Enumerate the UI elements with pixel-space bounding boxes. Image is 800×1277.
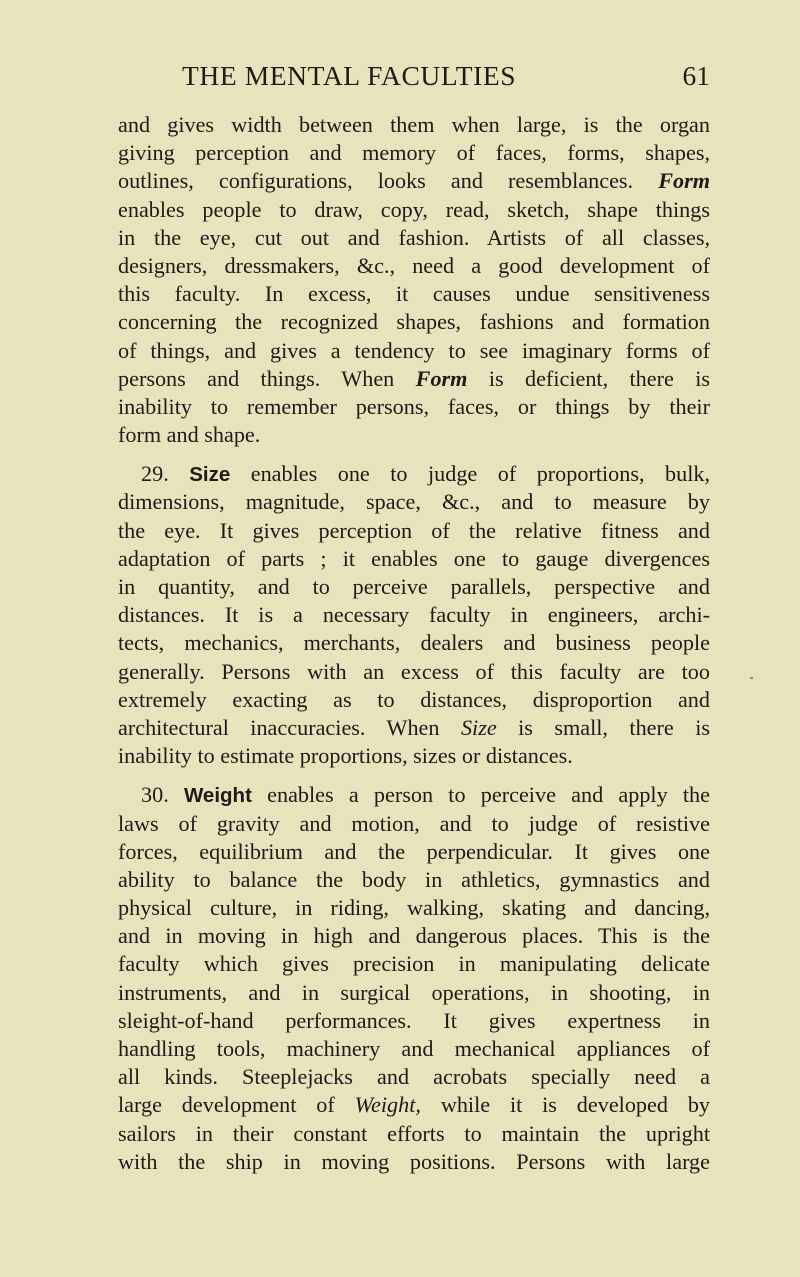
text-line: and gives width between them when large, is the organ (118, 112, 710, 137)
text-line: and in moving in high and dangerous places. This is the (118, 923, 710, 949)
text-line: adaptation of parts ; it enables one to gauge divergences (118, 545, 710, 571)
text-line: ability to balance the body in athletics, gymnastics and (118, 866, 710, 892)
margin-speck (750, 677, 753, 679)
paragraph-size (118, 460, 710, 770)
text-line: 29. Size enables one to judge of proportions, bulk, (141, 461, 711, 487)
text-line: in the eye, cut out and fashion. Artists of all classes, (118, 224, 710, 250)
text-line: inability to estimate proportions, sizes or distances. (118, 743, 573, 769)
faculty-heading-size: Size (189, 463, 231, 487)
faculty-heading-weight: Weight (183, 784, 252, 808)
paragraph-weight (118, 781, 710, 1176)
text-line: outlines, configurations, looks and resemblances. Form (118, 168, 711, 194)
text-line: architectural inaccuracies. When Size is small, there is (118, 714, 710, 740)
text-line: laws of gravity and motion, and to judge of resistive (118, 810, 710, 836)
text-line: 30. Weight enables a person to perceive and apply the (141, 782, 710, 808)
text-line: giving perception and memory of faces, forms, shapes, (118, 140, 710, 166)
text-line: dimensions, magnitude, space, &c., and to measure by (118, 489, 710, 515)
text-line: handling tools, machinery and mechanical appliances of (118, 1036, 710, 1061)
text-line: generally. Persons with an excess of this faculty are too (118, 658, 710, 684)
text-line: in quantity, and to perceive parallels, perspective and (118, 574, 710, 599)
paragraph-gap (118, 449, 710, 460)
text-line: enables people to draw, copy, read, sketch, shape things (118, 196, 710, 222)
text-line: faculty which gives precision in manipulating delicate (118, 951, 710, 977)
text-line: this faculty. In excess, it causes undue sensitiveness (118, 281, 710, 307)
text-line: tects, mechanics, merchants, dealers and business people (118, 630, 710, 656)
text-line: extremely exacting as to distances, disproportion and (118, 686, 710, 712)
text-line: sailors in their constant efforts to maintain the upright (118, 1120, 710, 1146)
page-number: 61 (682, 60, 710, 91)
text-line: inability to remember persons, faces, or things by their (118, 393, 710, 419)
text-line: concerning the recognized shapes, fashions and formation (118, 309, 710, 335)
running-title: THE MENTAL FACULTIES (182, 60, 517, 91)
text-line: the eye. It gives perception of the relative fitness and (118, 517, 710, 543)
text-line: sleight-of-hand performances. It gives expertness in (118, 1007, 710, 1033)
text-line: designers, dressmakers, &c., need a good development of (118, 252, 710, 278)
text-line: instruments, and in surgical operations, in shooting, in (118, 979, 710, 1005)
paragraph-form-continued (118, 111, 710, 449)
text-line: persons and things. When Form is deficient, there is (118, 365, 711, 391)
text-line: with the ship in moving positions. Persons with large (118, 1148, 710, 1174)
text-line: distances. It is a necessary faculty in engineers, archi- (118, 602, 710, 628)
text-line: large development of Weight, while it is developed by (118, 1092, 711, 1118)
text-line: physical culture, in riding, walking, skating and dancing, (118, 895, 710, 921)
text-line: of things, and gives a tendency to see imaginary forms of (118, 337, 710, 363)
page-header (118, 60, 710, 96)
text-line: form and shape. (118, 422, 261, 448)
paragraph-gap (118, 770, 710, 781)
body-text (118, 111, 710, 1176)
text-line: forces, equilibrium and the perpendicular. It gives one (118, 838, 710, 864)
text-line: all kinds. Steeplejacks and acrobats specially need a (118, 1064, 710, 1090)
